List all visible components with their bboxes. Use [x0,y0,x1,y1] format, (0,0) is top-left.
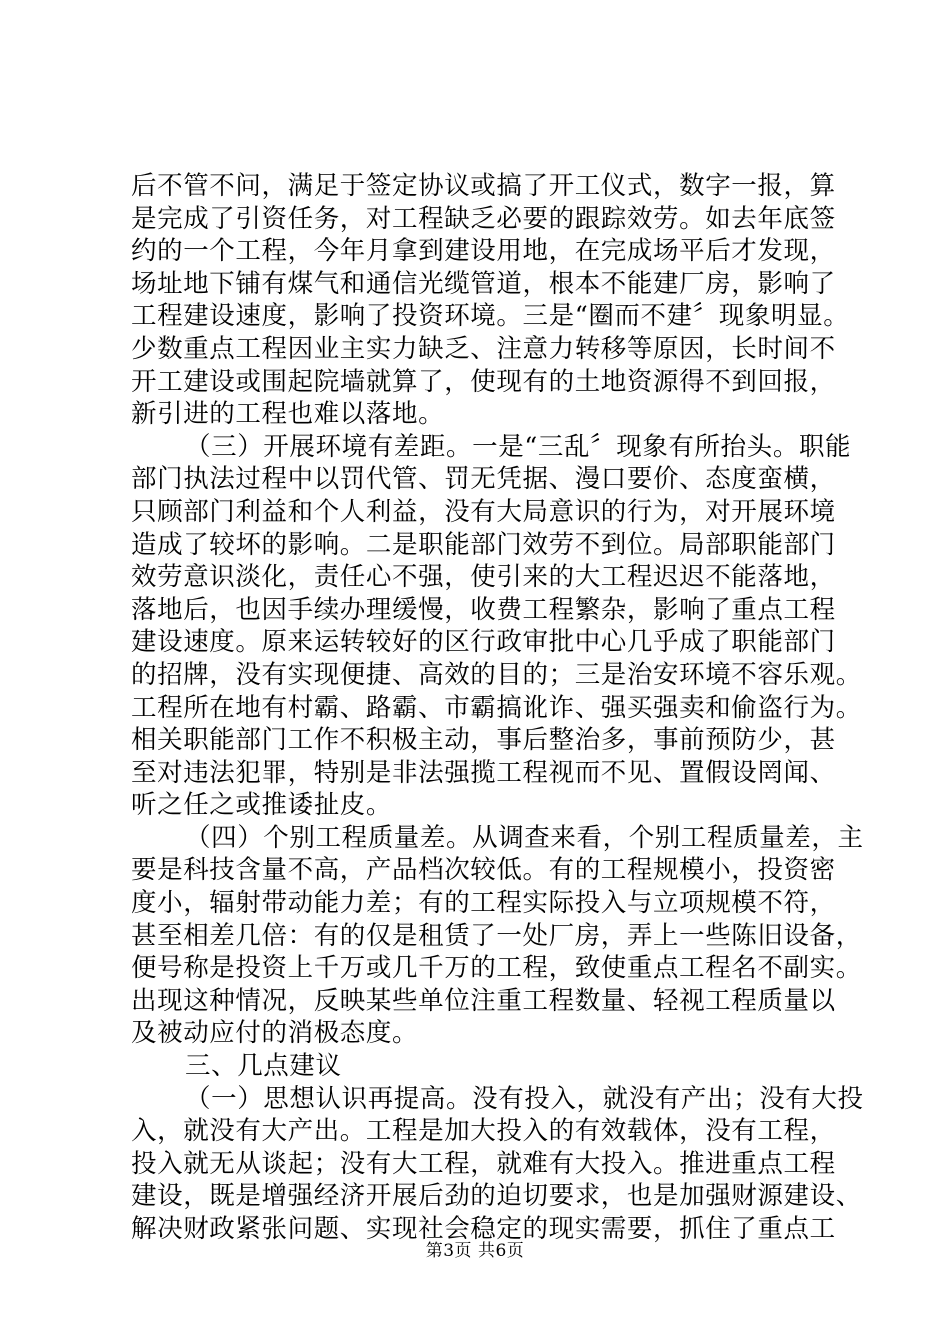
text-line: 场址地下铺有煤气和通信光缆管道，根本不能建厂房，影响了 [131,268,836,299]
text-line: 出现这种情况，反映某些单位注重工程数量、轻视工程质量以 [131,985,836,1016]
text-line: 及被动应付的消极态度。 [131,1018,419,1049]
text-line: 听之任之或推诿扯皮。 [131,790,393,821]
text-line: 后不管不问，满足于签定协议或搞了开工仪式，数字一报，算 [131,171,836,201]
text-line: 新引进的工程也难以落地。 [131,399,445,430]
text-line: 约的一个工程，今年月拿到建设用地，在完成场平后才发现， [131,236,836,267]
text-line: 效劳意识淡化，责任心不强，使引来的大工程迟迟不能落地， [131,562,836,593]
page-footer: 第3页 共6页 [425,1241,525,1261]
text-line: 要是科技含量不高，产品档次较低。有的工程规模小，投资密 [131,855,836,886]
text-line: 只顾部门利益和个人利益，没有大局意识的行为，对开展环境 [131,496,836,527]
text-line: 的招牌，没有实现便捷、高效的目的；三是治安环境不容乐观。 [131,659,862,690]
text-line: 解决财政紧张问题、实现社会稳定的现实需要，抓住了重点工 [131,1214,836,1244]
text-line: 部门执法过程中以罚代管、罚无凭据、漫口要价、态度蛮横， [131,464,836,495]
text-line: 便号称是投资上千万或几千万的工程，致使重点工程名不副实。 [131,953,862,984]
text-line: 相关职能部门工作不积极主动，事后整治多，事前预防少，甚 [131,725,836,756]
section-heading: 三、几点建议 [185,1051,342,1082]
paragraph-start-line: （一）思想认识再提高。没有投入，就没有产出；没有大投 [185,1083,864,1114]
paragraph-start-line: （四）个别工程质量差。从调查来看，个别工程质量差，主 [185,822,864,853]
text-line: 建设，既是增强经济开展后劲的迫切要求，也是加强财源建设、 [131,1181,862,1212]
text-line: 工程所在地有村霸、路霸、市霸搞讹诈、强买强卖和偷盗行为。 [131,692,862,723]
text-line: 投入就无从谈起；没有大工程，就难有大投入。推进重点工程 [131,1148,836,1179]
text-line: 落地后，也因手续办理缓慢，收费工程繁杂，影响了重点工程 [131,594,836,625]
body-text [131,170,864,1246]
text-line: 入，就没有大产出。工程是加大投入的有效载体，没有工程， [131,1116,836,1147]
text-line: 开工建设或围起院墙就算了，使现有的土地资源得不到回报， [131,366,836,397]
text-line: 甚至相差几倍：有的仅是租赁了一处厂房，弄上一些陈旧设备， [131,920,862,951]
text-line: 造成了较坏的影响。二是职能部门效劳不到位。局部职能部门 [131,529,836,560]
text-line: 度小，辐射带动能力差；有的工程实际投入与立项规模不符， [131,888,836,919]
text-line: 至对违法犯罪，特别是非法强揽工程视而不见、置假设罔闻、 [131,757,836,788]
text-line: 建设速度。原来运转较好的区行政审批中心几乎成了职能部门 [131,627,836,658]
text-line: 是完成了引资任务，对工程缺乏必要的跟踪效劳。如去年底签 [131,203,836,234]
text-line: 少数重点工程因业主实力缺乏、注意力转移等原因，长时间不 [131,333,836,364]
text-line: 工程建设速度，影响了投资环境。三是“圈而不建〞现象明显。 [131,301,850,332]
paragraph-start-line: （三）开展环境有差距。一是“三乱〞现象有所抬头。职能 [185,431,852,462]
